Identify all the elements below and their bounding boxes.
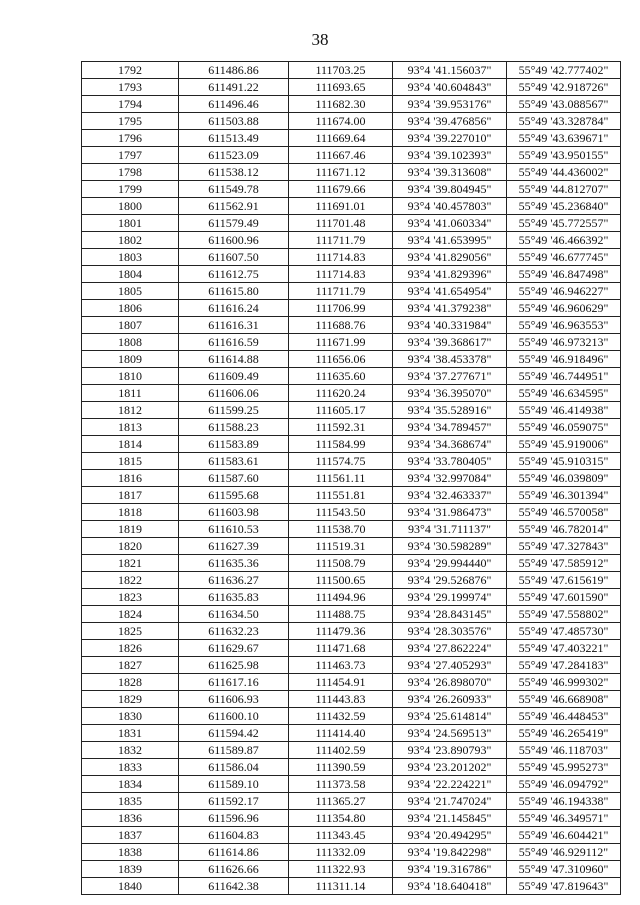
latitude-cell: 55°49 '42.918726" [507,79,621,96]
y-coordinate-cell: 111706.99 [289,300,393,317]
latitude-cell: 55°49 '46.466392" [507,232,621,249]
longitude-cell: 93°4 '39.476856" [393,113,507,130]
point-number-cell: 1815 [82,453,179,470]
latitude-cell: 55°49 '46.448453" [507,708,621,725]
longitude-cell: 93°4 '23.201202" [393,759,507,776]
point-number-cell: 1839 [82,861,179,878]
table-row [82,657,621,674]
point-number-cell: 1830 [82,708,179,725]
table-row [82,79,621,96]
table-row [82,504,621,521]
y-coordinate-cell: 111508.79 [289,555,393,572]
x-coordinate-cell: 611599.25 [179,402,289,419]
y-coordinate-cell: 111667.46 [289,147,393,164]
point-number-cell: 1792 [82,62,179,79]
y-coordinate-cell: 111574.75 [289,453,393,470]
x-coordinate-cell: 611594.42 [179,725,289,742]
point-number-cell: 1824 [82,606,179,623]
page-number: 38 [311,30,329,49]
y-coordinate-cell: 111463.73 [289,657,393,674]
table-row [82,861,621,878]
y-coordinate-cell: 111669.64 [289,130,393,147]
y-coordinate-cell: 111343.45 [289,827,393,844]
y-coordinate-cell: 111543.50 [289,504,393,521]
x-coordinate-cell: 611589.10 [179,776,289,793]
latitude-cell: 55°49 '46.847498" [507,266,621,283]
y-coordinate-cell: 111693.65 [289,79,393,96]
latitude-cell: 55°49 '46.668908" [507,691,621,708]
y-coordinate-cell: 111701.48 [289,215,393,232]
latitude-cell: 55°49 '47.558802" [507,606,621,623]
point-number-cell: 1818 [82,504,179,521]
y-coordinate-cell: 111635.60 [289,368,393,385]
point-number-cell: 1796 [82,130,179,147]
x-coordinate-cell: 611603.98 [179,504,289,521]
y-coordinate-cell: 111605.17 [289,402,393,419]
table-row [82,317,621,334]
x-coordinate-cell: 611586.04 [179,759,289,776]
latitude-cell: 55°49 '42.777402" [507,62,621,79]
longitude-cell: 93°4 '41.829396" [393,266,507,283]
point-number-cell: 1799 [82,181,179,198]
point-number-cell: 1820 [82,538,179,555]
longitude-cell: 93°4 '39.227010" [393,130,507,147]
point-number-cell: 1814 [82,436,179,453]
point-number-cell: 1822 [82,572,179,589]
point-number-cell: 1795 [82,113,179,130]
latitude-cell: 55°49 '46.059075" [507,419,621,436]
y-coordinate-cell: 111620.24 [289,385,393,402]
latitude-cell: 55°49 '46.963553" [507,317,621,334]
longitude-cell: 93°4 '32.463337" [393,487,507,504]
table-row [82,810,621,827]
x-coordinate-cell: 611579.49 [179,215,289,232]
table-row [82,572,621,589]
point-number-cell: 1809 [82,351,179,368]
y-coordinate-cell: 111656.06 [289,351,393,368]
table-row [82,589,621,606]
latitude-cell: 55°49 '45.995273" [507,759,621,776]
table-row [82,640,621,657]
point-number-cell: 1823 [82,589,179,606]
longitude-cell: 93°4 '41.829056" [393,249,507,266]
point-number-cell: 1828 [82,674,179,691]
y-coordinate-cell: 111584.99 [289,436,393,453]
y-coordinate-cell: 111551.81 [289,487,393,504]
y-coordinate-cell: 111365.27 [289,793,393,810]
point-number-cell: 1834 [82,776,179,793]
longitude-cell: 93°4 '40.604843" [393,79,507,96]
longitude-cell: 93°4 '39.804945" [393,181,507,198]
longitude-cell: 93°4 '28.303576" [393,623,507,640]
x-coordinate-cell: 611635.36 [179,555,289,572]
y-coordinate-cell: 111691.01 [289,198,393,215]
latitude-cell: 55°49 '46.634595" [507,385,621,402]
point-number-cell: 1811 [82,385,179,402]
x-coordinate-cell: 611562.91 [179,198,289,215]
x-coordinate-cell: 611538.12 [179,164,289,181]
y-coordinate-cell: 111354.80 [289,810,393,827]
latitude-cell: 55°49 '44.436002" [507,164,621,181]
x-coordinate-cell: 611616.24 [179,300,289,317]
table-row [82,249,621,266]
point-number-cell: 1825 [82,623,179,640]
longitude-cell: 93°4 '21.747024" [393,793,507,810]
longitude-cell: 93°4 '29.526876" [393,572,507,589]
longitude-cell: 93°4 '39.953176" [393,96,507,113]
x-coordinate-cell: 611615.80 [179,283,289,300]
table-row [82,759,621,776]
y-coordinate-cell: 111322.93 [289,861,393,878]
x-coordinate-cell: 611616.59 [179,334,289,351]
x-coordinate-cell: 611634.50 [179,606,289,623]
table-row [82,436,621,453]
longitude-cell: 93°4 '25.614814" [393,708,507,725]
latitude-cell: 55°49 '46.349571" [507,810,621,827]
table-row [82,691,621,708]
x-coordinate-cell: 611606.93 [179,691,289,708]
latitude-cell: 55°49 '46.414938" [507,402,621,419]
y-coordinate-cell: 111688.76 [289,317,393,334]
table-row [82,623,621,640]
point-number-cell: 1835 [82,793,179,810]
table-row [82,181,621,198]
x-coordinate-cell: 611592.17 [179,793,289,810]
y-coordinate-cell: 111538.70 [289,521,393,538]
table-row [82,470,621,487]
longitude-cell: 93°4 '31.986473" [393,504,507,521]
table-row [82,674,621,691]
table-row [82,334,621,351]
point-number-cell: 1812 [82,402,179,419]
point-number-cell: 1805 [82,283,179,300]
point-number-cell: 1840 [82,878,179,895]
y-coordinate-cell: 111443.83 [289,691,393,708]
longitude-cell: 93°4 '24.569513" [393,725,507,742]
latitude-cell: 55°49 '43.639671" [507,130,621,147]
longitude-cell: 93°4 '29.199974" [393,589,507,606]
longitude-cell: 93°4 '26.898070" [393,674,507,691]
table-row [82,827,621,844]
point-number-cell: 1826 [82,640,179,657]
longitude-cell: 93°4 '39.313608" [393,164,507,181]
y-coordinate-cell: 111488.75 [289,606,393,623]
latitude-cell: 55°49 '46.265419" [507,725,621,742]
latitude-cell: 55°49 '46.039809" [507,470,621,487]
table-row [82,742,621,759]
longitude-cell: 93°4 '30.598289" [393,538,507,555]
latitude-cell: 55°49 '43.328784" [507,113,621,130]
longitude-cell: 93°4 '19.316786" [393,861,507,878]
x-coordinate-cell: 611606.06 [179,385,289,402]
table-row [82,521,621,538]
x-coordinate-cell: 611614.88 [179,351,289,368]
latitude-cell: 55°49 '45.910315" [507,453,621,470]
latitude-cell: 55°49 '47.284183" [507,657,621,674]
point-number-cell: 1827 [82,657,179,674]
longitude-cell: 93°4 '29.994440" [393,555,507,572]
table-row [82,385,621,402]
x-coordinate-cell: 611614.86 [179,844,289,861]
latitude-cell: 55°49 '45.236840" [507,198,621,215]
longitude-cell: 93°4 '27.405293" [393,657,507,674]
longitude-cell: 93°4 '32.997084" [393,470,507,487]
y-coordinate-cell: 111519.31 [289,538,393,555]
point-number-cell: 1817 [82,487,179,504]
y-coordinate-cell: 111373.58 [289,776,393,793]
point-number-cell: 1798 [82,164,179,181]
y-coordinate-cell: 111414.40 [289,725,393,742]
table-row [82,113,621,130]
x-coordinate-cell: 611627.39 [179,538,289,555]
x-coordinate-cell: 611625.98 [179,657,289,674]
x-coordinate-cell: 611513.49 [179,130,289,147]
latitude-cell: 55°49 '47.585912" [507,555,621,572]
x-coordinate-cell: 611617.16 [179,674,289,691]
table-row [82,844,621,861]
table-row [82,793,621,810]
x-coordinate-cell: 611635.83 [179,589,289,606]
latitude-cell: 55°49 '46.918496" [507,351,621,368]
table-row [82,555,621,572]
latitude-cell: 55°49 '46.194338" [507,793,621,810]
longitude-cell: 93°4 '37.277671" [393,368,507,385]
point-number-cell: 1807 [82,317,179,334]
latitude-cell: 55°49 '45.772557" [507,215,621,232]
latitude-cell: 55°49 '46.999302" [507,674,621,691]
longitude-cell: 93°4 '40.457803" [393,198,507,215]
latitude-cell: 55°49 '46.094792" [507,776,621,793]
x-coordinate-cell: 611610.53 [179,521,289,538]
y-coordinate-cell: 111454.91 [289,674,393,691]
x-coordinate-cell: 611595.68 [179,487,289,504]
latitude-cell: 55°49 '46.960629" [507,300,621,317]
longitude-cell: 93°4 '28.843145" [393,606,507,623]
table-row [82,453,621,470]
longitude-cell: 93°4 '22.224221" [393,776,507,793]
y-coordinate-cell: 111674.00 [289,113,393,130]
latitude-cell: 55°49 '47.601590" [507,589,621,606]
point-number-cell: 1829 [82,691,179,708]
latitude-cell: 55°49 '44.812707" [507,181,621,198]
longitude-cell: 93°4 '39.102393" [393,147,507,164]
latitude-cell: 55°49 '47.327843" [507,538,621,555]
longitude-cell: 93°4 '39.368617" [393,334,507,351]
latitude-cell: 55°49 '47.615619" [507,572,621,589]
longitude-cell: 93°4 '34.789457" [393,419,507,436]
table-row [82,232,621,249]
table-row [82,300,621,317]
point-number-cell: 1837 [82,827,179,844]
point-number-cell: 1806 [82,300,179,317]
longitude-cell: 93°4 '21.145845" [393,810,507,827]
y-coordinate-cell: 111402.59 [289,742,393,759]
coordinates-table [81,61,621,895]
x-coordinate-cell: 611636.27 [179,572,289,589]
y-coordinate-cell: 111714.83 [289,266,393,283]
table-row [82,215,621,232]
x-coordinate-cell: 611596.96 [179,810,289,827]
longitude-cell: 93°4 '23.890793" [393,742,507,759]
x-coordinate-cell: 611587.60 [179,470,289,487]
longitude-cell: 93°4 '41.653995" [393,232,507,249]
y-coordinate-cell: 111561.11 [289,470,393,487]
latitude-cell: 55°49 '46.118703" [507,742,621,759]
y-coordinate-cell: 111703.25 [289,62,393,79]
y-coordinate-cell: 111332.09 [289,844,393,861]
longitude-cell: 93°4 '35.528916" [393,402,507,419]
table-row [82,368,621,385]
table-row [82,266,621,283]
x-coordinate-cell: 611616.31 [179,317,289,334]
latitude-cell: 55°49 '47.310960" [507,861,621,878]
table-row [82,402,621,419]
point-number-cell: 1831 [82,725,179,742]
y-coordinate-cell: 111671.99 [289,334,393,351]
point-number-cell: 1832 [82,742,179,759]
longitude-cell: 93°4 '18.640418" [393,878,507,895]
y-coordinate-cell: 111711.79 [289,283,393,300]
longitude-cell: 93°4 '41.654954" [393,283,507,300]
table-row [82,606,621,623]
x-coordinate-cell: 611583.89 [179,436,289,453]
x-coordinate-cell: 611523.09 [179,147,289,164]
latitude-cell: 55°49 '46.929112" [507,844,621,861]
longitude-cell: 93°4 '19.842298" [393,844,507,861]
latitude-cell: 55°49 '46.604421" [507,827,621,844]
table-row [82,283,621,300]
y-coordinate-cell: 111711.79 [289,232,393,249]
latitude-cell: 55°49 '46.301394" [507,487,621,504]
table-row [82,419,621,436]
x-coordinate-cell: 611588.23 [179,419,289,436]
y-coordinate-cell: 111390.59 [289,759,393,776]
latitude-cell: 55°49 '46.946227" [507,283,621,300]
table-row [82,878,621,895]
x-coordinate-cell: 611626.66 [179,861,289,878]
latitude-cell: 55°49 '43.950155" [507,147,621,164]
latitude-cell: 55°49 '46.570058" [507,504,621,521]
y-coordinate-cell: 111592.31 [289,419,393,436]
table-row [82,487,621,504]
x-coordinate-cell: 611600.10 [179,708,289,725]
point-number-cell: 1819 [82,521,179,538]
longitude-cell: 93°4 '41.156037" [393,62,507,79]
point-number-cell: 1821 [82,555,179,572]
table-row [82,351,621,368]
point-number-cell: 1794 [82,96,179,113]
x-coordinate-cell: 611503.88 [179,113,289,130]
x-coordinate-cell: 611612.75 [179,266,289,283]
longitude-cell: 93°4 '33.780405" [393,453,507,470]
point-number-cell: 1813 [82,419,179,436]
y-coordinate-cell: 111311.14 [289,878,393,895]
point-number-cell: 1816 [82,470,179,487]
y-coordinate-cell: 111432.59 [289,708,393,725]
latitude-cell: 55°49 '46.782014" [507,521,621,538]
y-coordinate-cell: 111471.68 [289,640,393,657]
x-coordinate-cell: 611607.50 [179,249,289,266]
x-coordinate-cell: 611589.87 [179,742,289,759]
table-row [82,538,621,555]
table-row [82,96,621,113]
x-coordinate-cell: 611629.67 [179,640,289,657]
point-number-cell: 1797 [82,147,179,164]
latitude-cell: 55°49 '47.403221" [507,640,621,657]
point-number-cell: 1804 [82,266,179,283]
point-number-cell: 1838 [82,844,179,861]
latitude-cell: 55°49 '47.485730" [507,623,621,640]
point-number-cell: 1833 [82,759,179,776]
latitude-cell: 55°49 '43.088567" [507,96,621,113]
x-coordinate-cell: 611632.23 [179,623,289,640]
x-coordinate-cell: 611583.61 [179,453,289,470]
longitude-cell: 93°4 '41.060334" [393,215,507,232]
point-number-cell: 1810 [82,368,179,385]
table-row [82,725,621,742]
table-row [82,164,621,181]
x-coordinate-cell: 611604.83 [179,827,289,844]
point-number-cell: 1808 [82,334,179,351]
latitude-cell: 55°49 '46.973213" [507,334,621,351]
table-row [82,130,621,147]
point-number-cell: 1802 [82,232,179,249]
y-coordinate-cell: 111671.12 [289,164,393,181]
y-coordinate-cell: 111714.83 [289,249,393,266]
point-number-cell: 1801 [82,215,179,232]
longitude-cell: 93°4 '40.331984" [393,317,507,334]
point-number-cell: 1793 [82,79,179,96]
x-coordinate-cell: 611549.78 [179,181,289,198]
longitude-cell: 93°4 '34.368674" [393,436,507,453]
x-coordinate-cell: 611642.38 [179,878,289,895]
table-row [82,62,621,79]
longitude-cell: 93°4 '26.260933" [393,691,507,708]
latitude-cell: 55°49 '46.677745" [507,249,621,266]
longitude-cell: 93°4 '41.379238" [393,300,507,317]
x-coordinate-cell: 611600.96 [179,232,289,249]
table-row [82,147,621,164]
point-number-cell: 1836 [82,810,179,827]
longitude-cell: 93°4 '38.453378" [393,351,507,368]
table-row [82,708,621,725]
y-coordinate-cell: 111479.36 [289,623,393,640]
y-coordinate-cell: 111494.96 [289,589,393,606]
longitude-cell: 93°4 '20.494295" [393,827,507,844]
y-coordinate-cell: 111679.66 [289,181,393,198]
coordinates-table-body [82,62,621,895]
x-coordinate-cell: 611491.22 [179,79,289,96]
x-coordinate-cell: 611486.86 [179,62,289,79]
x-coordinate-cell: 611496.46 [179,96,289,113]
x-coordinate-cell: 611609.49 [179,368,289,385]
y-coordinate-cell: 111500.65 [289,572,393,589]
y-coordinate-cell: 111682.30 [289,96,393,113]
table-row [82,198,621,215]
latitude-cell: 55°49 '45.919006" [507,436,621,453]
point-number-cell: 1800 [82,198,179,215]
longitude-cell: 93°4 '31.711137" [393,521,507,538]
table-row [82,776,621,793]
longitude-cell: 93°4 '27.862224" [393,640,507,657]
latitude-cell: 55°49 '47.819643" [507,878,621,895]
point-number-cell: 1803 [82,249,179,266]
latitude-cell: 55°49 '46.744951" [507,368,621,385]
longitude-cell: 93°4 '36.395070" [393,385,507,402]
